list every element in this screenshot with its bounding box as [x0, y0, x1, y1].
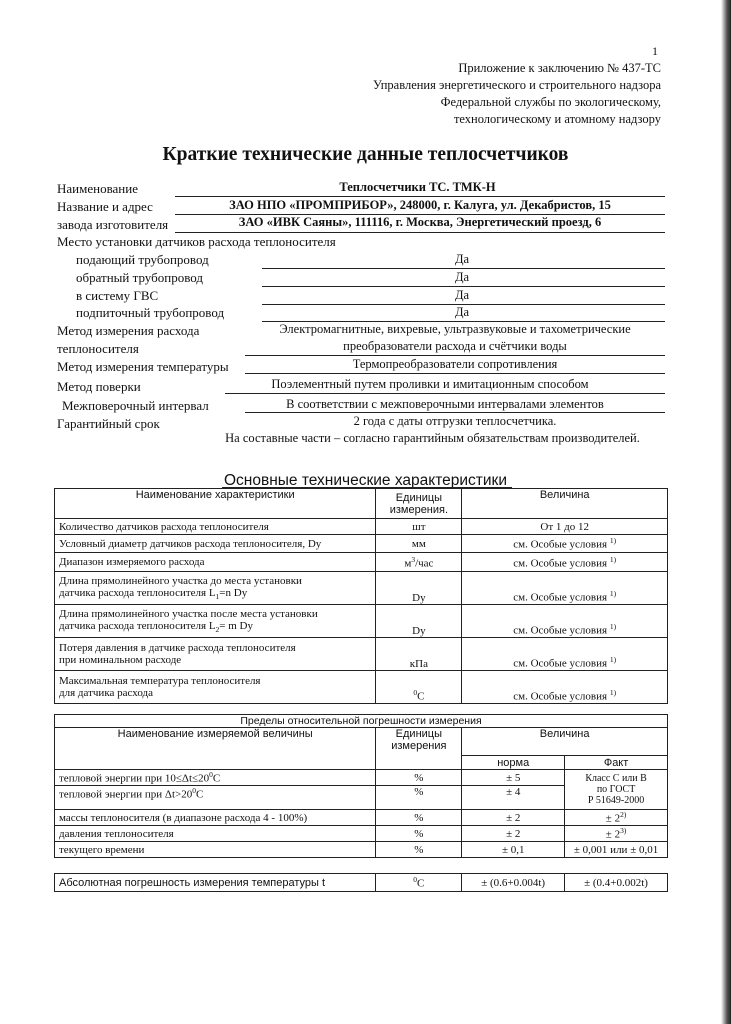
column-header-fact: Факт — [565, 756, 668, 770]
table-row — [55, 519, 668, 535]
row-name: Абсолютная погрешность измерения температуры t — [55, 874, 376, 892]
row-name-line-1: Длина прямолинейного участка до места установки — [59, 574, 302, 587]
temperature-error-table — [54, 873, 668, 892]
row-fact — [565, 810, 668, 826]
maker-label-1: Название и адрес — [57, 199, 153, 214]
table-row — [55, 572, 668, 605]
row-name: давления теплоносителя — [55, 826, 376, 842]
unit-header-line-1: Единицы — [395, 728, 442, 740]
row-norm: ± (0.6+0.004t) — [462, 874, 565, 892]
row-name-line-2: для датчика расхода — [59, 687, 153, 699]
row-fact — [565, 826, 668, 842]
row-name-line-1: Максимальная температура теплоносителя — [59, 675, 261, 687]
footnote-mark: 1) — [609, 589, 617, 599]
flow-method-label-2: теплоносителя — [57, 341, 139, 356]
special-text: см. Особые условия — [513, 592, 608, 604]
row-value — [462, 671, 668, 704]
verify-value: Поэлементный путем проливки и имитационным способом — [271, 377, 589, 391]
table-row — [55, 770, 668, 786]
table-row — [55, 826, 668, 842]
maker-value-1: ЗАО НПО «ПРОМПРИБОР», 248000, г. Калуга, ул. Декабристов, 15 — [229, 198, 611, 212]
table-row — [55, 605, 668, 638]
flow-method-value-1: Электромагнитные, вихревые, ультразвуковые и тахометрические — [279, 322, 631, 336]
interval-value: В соответствии с межповерочными интервалами элементов — [286, 397, 604, 411]
unit-header-line-2: измерения. — [389, 503, 449, 516]
specs-title: Основные технические характеристики — [224, 472, 507, 489]
special-text: см. Особые условия — [513, 658, 608, 670]
interval-label: Межповерочный интервал — [62, 398, 209, 413]
location-label: Место установки датчиков расхода теплоносителя — [57, 234, 336, 249]
degree-sup: 0 — [209, 770, 213, 780]
supply-value: Да — [454, 252, 470, 266]
subscript: 2 — [215, 625, 220, 635]
gvs-label: в систему ГВС — [76, 288, 159, 303]
underline — [245, 355, 665, 356]
table-row — [55, 535, 668, 553]
row-fact — [565, 770, 668, 810]
unit-base: С — [417, 691, 425, 703]
unit-sup: 0 — [413, 688, 418, 698]
row-name: массы теплоносителя (в диапазоне расхода 4 - 100%) — [55, 810, 376, 826]
row-name-text: тепловой энергии при Δt>20 — [59, 788, 193, 801]
table-header-row — [55, 489, 668, 519]
unit-sup: 0 — [413, 875, 417, 885]
flow-method-value-2: преобразователи расхода и счётчики воды — [343, 339, 567, 353]
subscript: 1 — [215, 592, 220, 602]
return-label: обратный трубопровод — [76, 270, 203, 285]
table-row — [55, 671, 668, 704]
row-norm: ± 0,1 — [462, 842, 565, 858]
unit-header-line-1: Единицы — [395, 491, 443, 504]
row-name-tail: С — [195, 788, 204, 801]
table-row — [55, 874, 668, 892]
row-unit: % — [376, 786, 462, 810]
row-unit: % — [376, 842, 462, 858]
warranty-label: Гарантийный срок — [57, 416, 160, 431]
footnote-mark: 2) — [620, 810, 627, 820]
footnote-mark: 1) — [609, 622, 617, 632]
row-name-line-1: Длина прямолинейного участка после места установки — [59, 607, 318, 620]
temp-method-label: Метод измерения температуры — [57, 359, 229, 374]
column-header-unit — [376, 728, 462, 770]
footnote-mark: 1) — [609, 554, 617, 564]
row-value — [462, 553, 668, 572]
row-name-line-2: датчика расхода теплоносителя L — [59, 619, 216, 632]
column-header-name: Наименование измеряемой величины — [55, 728, 376, 770]
special-text: см. Особые условия — [513, 691, 608, 703]
specs-table — [54, 488, 668, 704]
table-row — [55, 842, 668, 858]
warranty-value-1: 2 года с даты отгрузки теплосчетчика. — [353, 414, 557, 428]
column-header-value: Величина — [462, 728, 668, 756]
makeup-label: подпиточный трубопровод — [76, 305, 225, 320]
row-name — [55, 770, 376, 786]
unit-header-line-2: измерения — [391, 740, 447, 752]
special-text: см. Особые условия — [513, 625, 608, 637]
row-name — [55, 605, 376, 638]
maker-label-2: завода изготовителя — [57, 217, 169, 232]
authority-line-1: Управления энергетического и строительного надзора — [372, 78, 661, 92]
table-row — [55, 553, 668, 572]
row-value — [462, 535, 668, 553]
flow-method-label-1: Метод измерения расхода — [57, 323, 200, 338]
column-header-unit — [376, 489, 462, 519]
row-name-tail: =n Dy — [219, 586, 248, 599]
row-unit: % — [376, 826, 462, 842]
row-name-tail: С — [212, 772, 221, 785]
authority-line-3: технологическому и атомному надзору — [453, 112, 661, 126]
underline — [262, 268, 665, 269]
unit-base: м — [404, 557, 412, 570]
name-value: Теплосчетчики ТС. ТМК-Н — [339, 180, 496, 194]
footnote-mark: 1) — [609, 536, 617, 546]
footnote-mark: 1) — [609, 655, 617, 665]
row-unit — [376, 553, 462, 572]
table-caption-row — [55, 715, 668, 728]
temp-method-value: Термопреобразователи сопротивления — [352, 357, 558, 371]
supply-label: подающий трубопровод — [76, 252, 209, 267]
underline — [175, 232, 665, 233]
row-value — [462, 605, 668, 638]
row-name — [55, 786, 376, 810]
row-unit — [376, 671, 462, 704]
row-unit: % — [376, 810, 462, 826]
errors-table — [54, 714, 668, 858]
document-title: Краткие технические данные теплосчетчиков — [162, 144, 569, 165]
fact-text: ± 2 — [605, 812, 621, 825]
name-label: Наименование — [57, 181, 138, 196]
unit-tail: /час — [415, 557, 434, 570]
underline — [245, 412, 665, 413]
special-text: см. Особые условия — [513, 538, 608, 551]
footnote-mark: 3) — [620, 826, 627, 836]
fact-line-3: Р 51649-2000 — [587, 795, 645, 806]
row-value — [462, 572, 668, 605]
errors-caption: Пределы относительной погрешности измерения — [55, 715, 668, 728]
unit-sup: 3 — [411, 554, 416, 564]
column-header-value: Величина — [462, 489, 668, 519]
row-value: От 1 до 12 — [462, 519, 668, 535]
row-unit: % — [376, 770, 462, 786]
row-name — [55, 638, 376, 671]
page-number: 1 — [652, 44, 658, 58]
underline — [245, 373, 665, 374]
unit-base: С — [416, 877, 425, 890]
row-name: Условный диаметр датчиков расхода теплоносителя, Dy — [55, 535, 376, 553]
row-fact: ± (0.4+0.002t) — [565, 874, 668, 892]
row-norm: ± 2 — [462, 810, 565, 826]
fact-line-1: Класс С или В — [585, 773, 647, 784]
row-unit: Dy — [376, 605, 462, 638]
row-unit: кПа — [376, 638, 462, 671]
makeup-value: Да — [454, 305, 470, 319]
table-row — [55, 638, 668, 671]
row-unit: шт — [376, 519, 462, 535]
row-name-line-1: Потеря давления в датчике расхода теплоносителя — [59, 642, 296, 654]
row-value — [462, 638, 668, 671]
warranty-value-2: На составные части – согласно гарантийным обязательствам производителей. — [225, 431, 640, 445]
row-name-line-2: датчика расхода теплоносителя L — [59, 586, 216, 599]
row-name-line-2: при номинальном расходе — [59, 654, 182, 666]
row-name-tail: = m Dy — [219, 619, 254, 632]
row-norm: ± 5 — [462, 770, 565, 786]
table-row — [55, 810, 668, 826]
row-name: текущего времени — [55, 842, 376, 858]
row-unit — [376, 874, 462, 892]
fact-text: ± 2 — [605, 828, 621, 841]
row-norm: ± 2 — [462, 826, 565, 842]
appendix-line: Приложение к заключению № 437-ТС — [458, 61, 661, 75]
row-name: Количество датчиков расхода теплоносителя — [55, 519, 376, 535]
row-unit: мм — [376, 535, 462, 553]
row-name-text: тепловой энергии при 10≤Δt≤20 — [59, 772, 210, 785]
footnote-mark: 1) — [609, 688, 617, 698]
underline — [175, 196, 665, 197]
row-name — [55, 671, 376, 704]
row-fact: ± 0,001 или ± 0,01 — [565, 842, 668, 858]
gvs-value: Да — [454, 288, 470, 302]
authority-line-2: Федеральной службы по экологическому, — [440, 95, 661, 109]
special-text: см. Особые условия — [513, 557, 608, 570]
column-header-norm: норма — [462, 756, 565, 770]
underline — [262, 286, 665, 287]
row-norm: ± 4 — [462, 786, 565, 810]
degree-sup: 0 — [192, 786, 196, 795]
row-name: Диапазон измеряемого расхода — [55, 553, 376, 572]
fact-line-2: по ГОСТ — [596, 784, 636, 795]
row-unit: Dy — [376, 572, 462, 605]
return-value: Да — [454, 270, 470, 284]
underline — [225, 393, 665, 394]
maker-value-2: ЗАО «ИВК Саяны», 111116, г. Москва, Энергетический проезд, 6 — [238, 215, 602, 229]
column-header-name: Наименование характеристики — [55, 489, 376, 519]
table-header-row — [55, 728, 668, 756]
verify-label: Метод поверки — [57, 379, 141, 394]
row-name — [55, 572, 376, 605]
